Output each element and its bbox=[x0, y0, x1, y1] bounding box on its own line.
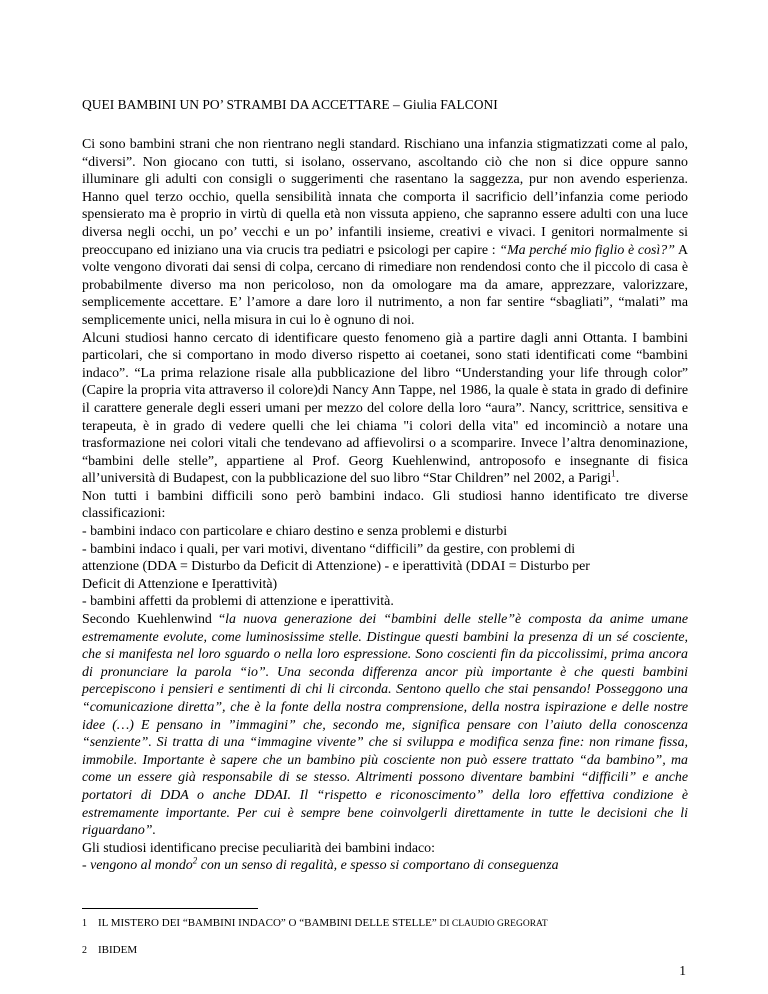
paragraph-kuehlenwind-intro: Secondo Kuehlenwind “ bbox=[82, 612, 226, 628]
list-item: - bambini affetti da problemi di attenzione e iperattività. bbox=[82, 594, 394, 610]
footnote-1 bbox=[82, 917, 548, 929]
list-item: - bambini indaco con particolare e chiaro destino e senza problemi e disturbi bbox=[82, 524, 508, 540]
kuehlenwind-quote: la nuova generazione dei “bambini delle stelle”è composta da anime umane estremamente evolute, come luminosissime stelle. Distingue questi bambini la presenza di un sé cosciente, che si manifesta nel loro sguardo o nella loro espressione. Sono coscienti fin da piccolissimi, prima ancora di pronunciare la parola “io”. Una seconda differenza ancor più importante è che questi bambini percepiscono i pensieri e sentimenti di chi li circonda. Sentono quello che stai pensando! Posseggono una “comunicazione diretta”, che è la fonte della nostra comprensione, della nostra ispirazione e delle nostre idee (…) E pensano in ”immagini” che, secondo me, significa pensare con l’aiuto della conoscenza “senziente”. Si tratta di una “immagine vivente” che si sviluppa e modifica senza fine: non rimane fissa, immobile. Importante è sapere che un bambino più cosciente non può essere trattato “da bambino”, ma come un essere già responsabile di se stesso. Altrimenti possono diventare bambini “difficili” e anche portatori di DDA o anche DDAI. Il “rispetto e riconoscimento” della loro effettiva condizione è estremamente importante. Per cui è sempre bene coinvolgerli direttamente in tutte le decisioni che li riguardano”. bbox=[82, 612, 688, 839]
footnote-2 bbox=[82, 944, 137, 956]
footnote-1-author: DI CLAUDIO GREGORAT bbox=[439, 919, 548, 929]
list-item-line: - bambini indaco i quali, per vari motivi, diventano “difficili” da gestire, con problemi di bbox=[82, 541, 576, 557]
footnote-2-number: 2 bbox=[82, 945, 87, 956]
list-item-royalty-a: - vengono al mondo bbox=[82, 858, 193, 874]
footnote-divider bbox=[82, 908, 258, 909]
footnote-1-text: IL MISTERO DEI “BAMBINI INDACO” O “BAMBINI DELLE STELLE” bbox=[98, 917, 437, 929]
footnote-ref-2: 2 bbox=[192, 855, 198, 866]
paragraph-history-text: Alcuni studiosi hanno cercato di identificare questo fenomeno già a partire dagli anni Ottanta. I bambini particolari, che si comportano in modo diverso rispetto ai coetanei, sono stati identificati come “bambini indaco”. “La prima relazione risale alla pubblicazione del libro “Understanding your life through color” (Capire la propria vita attraverso il colore)di Nancy Ann Tappe, nel 1986, la quale è stata in grado di definire il carattere generale degli esseri umani per mezzo del colore della loro “aura”. Nancy, scrittrice, sensitiva e terapeuta, è in grado di vedere quelli che lei chiama "i colori della vita" ed incominciò a notare una trasformazione nei colori vitali che tendevano ad affievolirsi o a scomparire. Invece l’altra denominazione, “bambini delle stelle”, appartiene al Prof. Georg Kuehlenwind, antroposofo e insegnante di fisica all’università di Budapest, con la pubblicazione del suo libro “Star Children” nel 2002, a Parigi bbox=[82, 330, 688, 487]
paragraph-classification: Non tutti i bambini difficili sono però bambini indaco. Gli studiosi hanno identificato tre diverse classificazioni: bbox=[82, 488, 688, 522]
paragraph-history-end: . bbox=[615, 471, 620, 487]
paragraph-intro-text-a: Ci sono bambini strani che non rientrano negli standard. Rischiano una infanzia stigmatizzati come al palo, “diversi”. Non giocano con tutti, si isolano, osservano, ascoltando ciò che non si dice oppure sanno illuminare gli adulti con consigli o suggerimenti che rasentano la saggezza, pur non avendo esperienza. Hanno quel terzo occhio, quella sensibilità innata che comporta il sacrificio dell’infanzia come periodo spensierato ma è proprio in virtù di quella età non vissuta appieno, che sapranno essere adulti con una luce diversa negli occhi, un po’ vecchi e un po’ infantili insieme, creativi e vivaci. I genitori normalmente si preoccupano ed iniziano una via crucis tra pediatri e psicologi per capire : bbox=[82, 137, 688, 258]
page-number: 1 bbox=[679, 963, 686, 978]
list-item-royalty bbox=[82, 857, 688, 875]
paragraph-history bbox=[82, 330, 688, 488]
document-title: QUEI BAMBINI UN PO’ STRAMBI DA ACCETTARE – Giulia FALCONI bbox=[82, 97, 498, 112]
paragraph-intro bbox=[82, 136, 688, 330]
footnote-1-number: 1 bbox=[82, 918, 87, 929]
footnote-2-text: IBIDEM bbox=[98, 944, 138, 956]
list-item-line: Deficit di Attenzione e Iperattività) bbox=[82, 576, 278, 592]
paragraph-peculiarities: Gli studiosi identificano precise peculiarità dei bambini indaco: bbox=[82, 840, 435, 856]
paragraph-intro-text-b: A volte vengono divorati dai sensi di colpa, cercano di rimediare non rendendosi conto che il piccolo di casa è probabilmente diverso ma non pericoloso, non da omologare ma da amare, apprezzare, valorizzare, semplicemente accettare. E’ l’amore a dare loro il nutrimento, a non far sentire “sbagliati”, “malati” ma semplicemente unici, nella misura in cui lo è ognuno di noi. bbox=[82, 242, 688, 328]
paragraph-kuehlenwind bbox=[82, 611, 688, 840]
list-item-line: attenzione (DDA = Disturbo da Deficit di Attenzione) - e iperattività (DDAI = Disturbo per bbox=[82, 559, 590, 575]
parent-question-quote: “Ma perché mio figlio è così?” bbox=[499, 242, 675, 258]
document-body bbox=[82, 136, 688, 875]
list-item bbox=[82, 541, 688, 594]
footnote-ref-1: 1 bbox=[611, 468, 616, 479]
list-item-royalty-b: con un senso di regalità, e spesso si comportano di conseguenza bbox=[197, 858, 559, 874]
